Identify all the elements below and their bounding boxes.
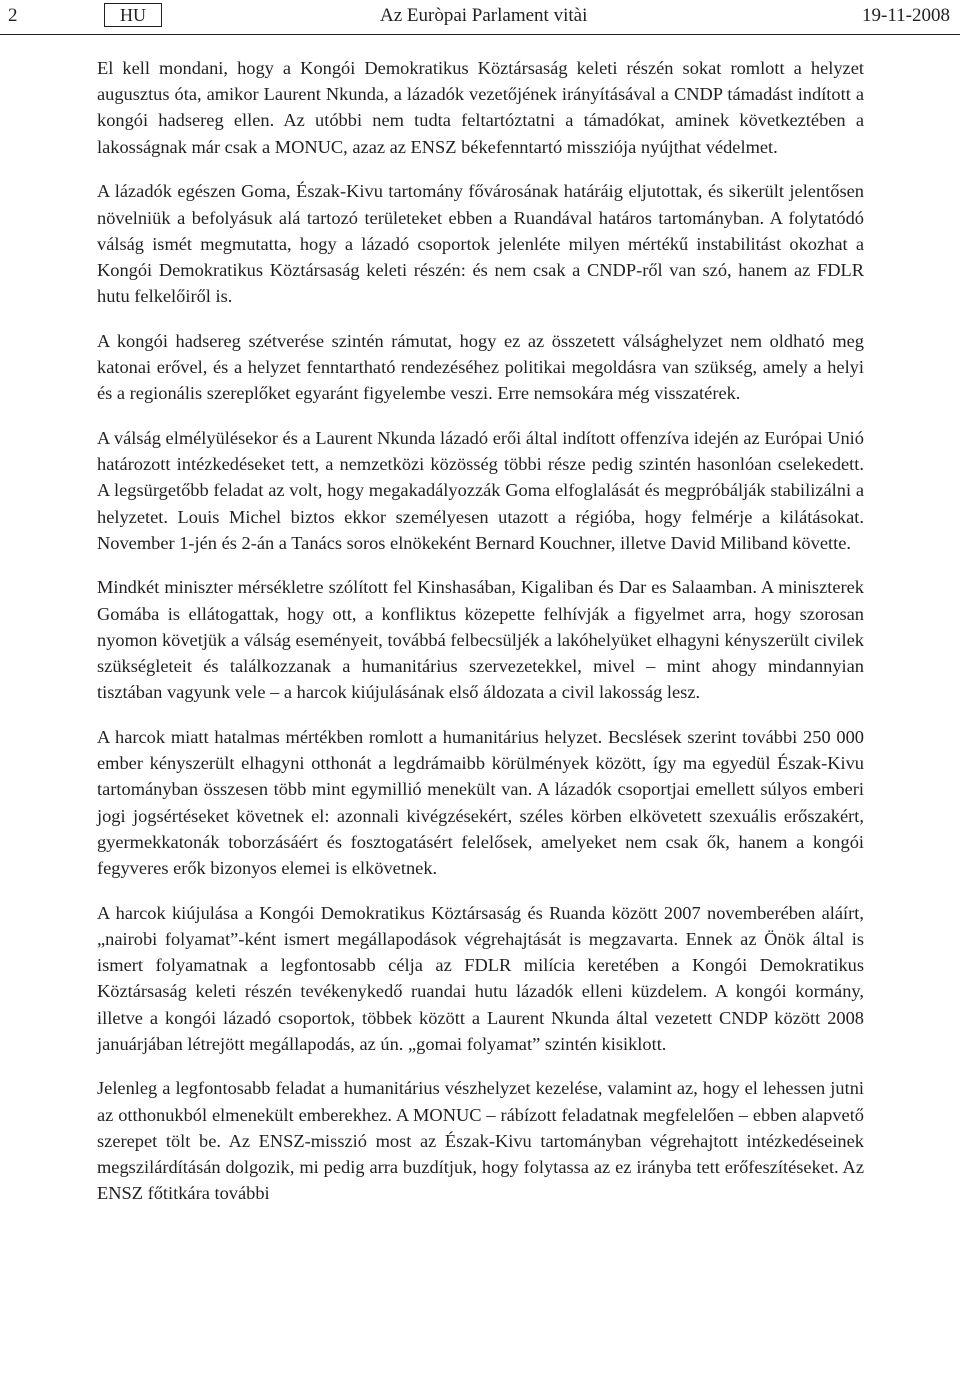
language-code-box: HU: [104, 3, 162, 27]
paragraph: A válság elmélyülésekor és a Laurent Nkunda lázadó erői által indított offenzíva idején az Európai Unió határozott intézkedéseket tett, a nemzetközi közösség többi része pedig szintén hasonlóan cselekedett. A legsürgetőbb feladat az volt, hogy megakadályozzák Goma elfoglalását és megpróbálják stabilizálni a helyzetet. Louis Michel biztos ekkor személyesen utazott a régióba, hogy felmérje a kilátásokat. November 1-jén és 2-án a Tanács soros elnökeként Bernard Kouchner, illetve David Miliband követte.: [97, 427, 864, 553]
paragraph: A harcok miatt hatalmas mértékben romlott a humanitárius helyzet. Becslések szerint további 250 000 ember kényszerült elhagyni otthonát a legdrámaibb körülmények között, így ma egyedül Észak-Kivu tartományban összesen több mint egymillió menekült van. A lázadók csoportjai emellett súlyos emberi jogi jogsértéseket követnek el: azonnali kivégzésekért, széles körben elkövetett szexuális erőszakért, gyermekkatonák toborzásáért és fosztogatásért felelősek, amelyeket nem csak ők, hanem a kongói fegyveres erők bizonyos elemei is elkövetnek.: [97, 726, 864, 878]
journal-title: Az Euròpai Parlament vitài: [380, 5, 588, 26]
paragraph: A lázadók egészen Goma, Észak-Kivu tartomány fővárosának határáig eljutottak, és sikerült jelentősen növelniük a befolyásuk alá tartozó területeket ebben a Ruandával határos tartományban. A folytatódó válság ismét megmutatta, hogy a lázadó csoportok jelenléte milyen mértékű instabilitást okozhat a Kongói Demokratikus Köztársaság keleti részén: és nem csak a CNDP-ről van szó, hanem az FDLR hutu felkelőiről is.: [97, 181, 864, 307]
page-header: [0, 0, 960, 34]
publication-date: 19-11-2008: [862, 5, 950, 26]
paragraph: Jelenleg a legfontosabb feladat a humanitárius vészhelyzet kezelése, valamint az, hogy el lehessen jutni az otthonukból elmenekült emberekhez. A MONUC – rábízott feladatnak megfelelően – ebben alapvető szerepet tölt be. Az ENSZ-misszió most az Észak-Kivu tartományban végrehajtott intézkedéseinek megszilárdításán dolgozik, mi pedig arra buzdítjuk, hogy folytassa az ez irányba tett erőfeszítéseket. Az ENSZ főtitkára további: [97, 1078, 864, 1204]
page-number: 2: [8, 5, 18, 26]
paragraph: A harcok kiújulása a Kongói Demokratikus Köztársaság és Ruanda között 2007 novemberében aláírt, „nairobi folyamat”-ként ismert megállapodások végrehajtását is megzavarta. Ennek az Önök által is ismert folyamatnak a legfontosabb célja az FDLR milícia keretében a Kongói Demokratikus Köztársaság keleti részén tevékenykedő ruandai hutu lázadók elleni küzdelem. A kongói kormány, illetve a kongói lázadó csoportok, többek között a Laurent Nkunda által vezetett CNDP között 2008 januárjában létrejött megállapodás, az ún. „gomai folyamat” szintén kisiklott.: [97, 902, 864, 1054]
paragraph: A kongói hadsereg szétverése szintén rámutat, hogy ez az összetett válsághelyzet nem oldható meg katonai erővel, és a helyzet fenntartható rendezéséhez politikai megoldásra van szükség, amely a helyi és a regionális szereplőket egyaránt figyelembe veszi. Erre nemsokára még visszatérek.: [97, 330, 864, 404]
paragraph: Mindkét miniszter mérsékletre szólított fel Kinshasában, Kigaliban és Dar es Salaamban. A miniszterek Gomába is ellátogattak, hogy ott, a konfliktus közepette felhívják a figyelmet arra, hogy szorosan nyomon követjük a válság eseményeit, továbbá felbecsüljék a lakóhelyüket elhagyni kényszerült civilek szükségleteit és találkozzanak a humanitárius szervezetekkel, mivel – mint ahogy mindannyian tisztában vagyunk vele – a harcok kiújulásának első áldozata a civil lakosság lesz.: [97, 577, 864, 703]
paragraph: El kell mondani, hogy a Kongói Demokratikus Köztársaság keleti részén sokat romlott a helyzet augusztus óta, amikor Laurent Nkunda, a lázadók vezetőjének irányításával a CNDP támadást indított a kongói hadsereg ellen. Az utóbbi nem tudta feltartóztatni a támadókat, aminek következtében a lakosságnak már csak a MONUC, azaz az ENSZ békefenntartó missziója nyújthat védelmet.: [97, 58, 864, 157]
header-rule: [0, 34, 960, 35]
document-body: [97, 55, 864, 1225]
